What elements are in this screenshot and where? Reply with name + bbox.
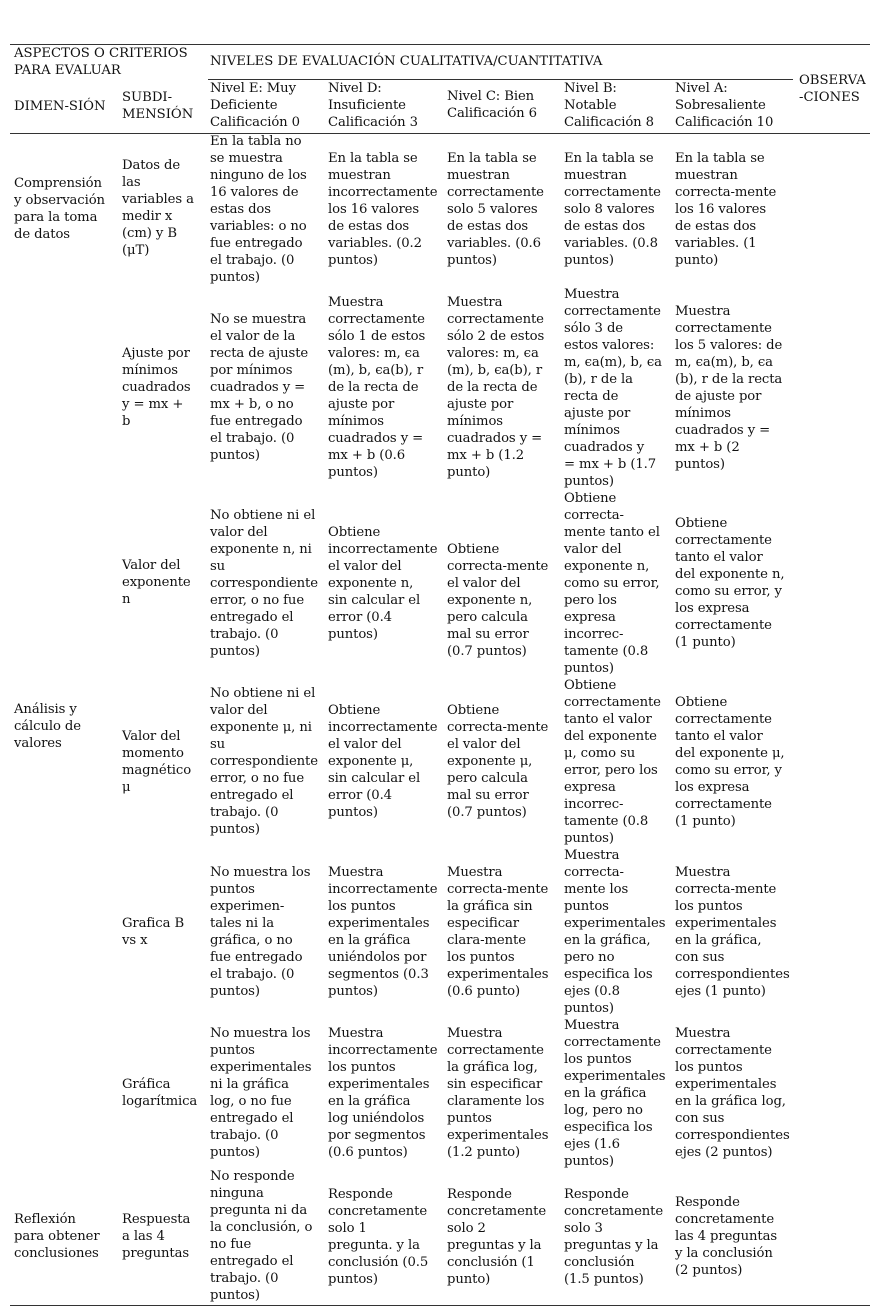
criteria-cell: Obtiene correcta-mente el valor del exponente μ, pero calcula mal su error (0.7 puntos) — [447, 703, 549, 820]
criteria-cell: Muestra correcta-mente la gráfica sin especificar clara-mente los puntos experimentales (0.6 punto) — [447, 865, 549, 999]
criteria-cell: Obtiene incorrectamente el valor del exponente μ, sin calcular el error (0.4 puntos) — [328, 703, 438, 820]
subdimension-respuesta: Respuesta a las 4 preguntas — [122, 1212, 191, 1261]
subdimension-ajuste: Ajuste por mínimos cuadrados y = mx + b — [122, 346, 191, 429]
criteria-cell: No responde ninguna pregunta ni da la conclusión, o no fue entregado el trabajo. (0 puntos) — [210, 1169, 313, 1303]
table-bottom-rule — [10, 1305, 870, 1306]
subdimension-exponente-n: Valor del exponente n — [122, 558, 191, 607]
subdimension-grafica-bx: Grafica B vs x — [122, 916, 185, 948]
criteria-cell: No obtiene ni el valor del exponente μ, ni su correspondiente error, o no fue entregado el trabajo. (0 puntos) — [210, 686, 318, 837]
level-header-b: Nivel B: Notable Calificación 8 — [564, 81, 654, 130]
criteria-cell: En la tabla se muestran incorrectamente los 16 valores de estas dos variables. (0.2 puntos) — [328, 151, 438, 268]
header-observaciones: OBSERVA -CIONES — [799, 73, 866, 105]
criteria-cell: Obtiene correcta- mente tanto el valor del exponente n, como su error, pero los expresa incorrec- tamente (0.8 puntos) — [564, 491, 660, 676]
header-aspectos: ASPECTOS O CRITERIOS PARA EVALUAR — [14, 46, 188, 78]
header-niveles: NIVELES DE EVALUACIÓN CUALITATIVA/CUANTITATIVA — [210, 54, 603, 69]
header-subdimension: SUBDI- MENSIÓN — [122, 90, 194, 122]
header-dimension: DIMEN-SIÓN — [14, 99, 106, 114]
criteria-cell: Muestra correctamente sólo 2 de estos valores: m, ϵa (m), b, ϵa(b), r de la recta de ajuste por mínimos cuadrados y = mx + b (1.2 punto) — [447, 295, 545, 480]
criteria-cell: Muestra correctamente sólo 3 de estos valores: m, ϵa(m), b, ϵa (b), r de la recta de ajuste por mínimos cuadrados y = mx + b (1.7 puntos) — [564, 287, 662, 489]
criteria-cell: Muestra correcta- mente los puntos experimentales en la gráfica, pero no especifica los ejes (0.8 puntos) — [564, 848, 666, 1016]
criteria-cell: Muestra correctamente sólo 1 de estos valores: m, ϵa (m), b, ϵa(b), r de la recta de ajuste por mínimos cuadrados y = mx + b (0.6 puntos) — [328, 295, 426, 480]
level-header-d: Nivel D: Insuficiente Calificación 3 — [328, 81, 418, 130]
subdimension-grafica-log: Gráfica logarítmica — [122, 1077, 198, 1109]
criteria-cell: Muestra incorrectamente los puntos experimentales en la gráfica log uniéndolos por segmentos (0.6 puntos) — [328, 1026, 438, 1160]
criteria-cell: Responde concretamente solo 1 pregunta. y la conclusión (0.5 puntos) — [328, 1187, 429, 1287]
criteria-cell: Muestra incorrectamente los puntos experimentales en la gráfica uniéndolos por segmentos (0.3 puntos) — [328, 865, 438, 999]
criteria-cell: Responde concretamente solo 3 preguntas y la conclusión (1.5 puntos) — [564, 1187, 664, 1287]
criteria-cell: Muestra correcta-mente los puntos experimentales en la gráfica, con sus correspondientes ejes (1 punto) — [675, 865, 790, 999]
criteria-cell: En la tabla se muestran correctamente solo 8 valores de estas dos variables. (0.8 puntos) — [564, 151, 661, 268]
level-header-e: Nivel E: Muy Deficiente Calificación 0 — [210, 81, 300, 130]
header-bottom-rule — [10, 133, 870, 134]
criteria-cell: Muestra correctamente la gráfica log, sin especificar claramente los puntos experimentales (1.2 punto) — [447, 1026, 549, 1160]
criteria-cell: No se muestra el valor de la recta de ajuste por mínimos cuadrados y = mx + b, o no fue entregado el trabajo. (0 puntos) — [210, 312, 309, 463]
criteria-cell: En la tabla se muestran correcta-mente los 16 valores de estas dos variables. (1 punto) — [675, 151, 777, 268]
dimension-comprension: Comprensión y observación para la toma de datos — [14, 176, 105, 242]
criteria-cell: Muestra correctamente los puntos experimentales en la gráfica log, pero no especifica los ejes (1.6 puntos) — [564, 1018, 666, 1169]
level-header-c: Nivel C: Bien Calificación 6 — [447, 89, 537, 121]
criteria-cell: No obtiene ni el valor del exponente n, ni su correspondiente error, o no fue entregado el trabajo. (0 puntos) — [210, 508, 318, 659]
criteria-cell: Muestra correctamente los 5 valores: de m, ϵa(m), b, ϵa (b), r de la recta de ajuste por mínimos cuadrados y = mx + b (2 puntos) — [675, 304, 783, 472]
criteria-cell: Obtiene correctamente tanto el valor del exponente μ, como su error, pero los expresa incorrec- tamente (0.8 puntos) — [564, 678, 661, 846]
level-header-a: Nivel A: Sobresaliente Calificación 10 — [675, 81, 774, 130]
criteria-cell: En la tabla se muestran correctamente solo 5 valores de estas dos variables. (0.6 puntos) — [447, 151, 544, 268]
criteria-cell: No muestra los puntos experimentales ni la gráfica log, o no fue entregado el trabajo. (0 puntos) — [210, 1026, 312, 1160]
criteria-cell: Obtiene correctamente tanto el valor del exponente μ, como su error, y los expresa correctamente (1 punto) — [675, 695, 785, 829]
criteria-cell: Muestra correctamente los puntos experimentales en la gráfica log, con sus correspondientes ejes (2 puntos) — [675, 1026, 790, 1160]
subdimension-momento: Valor del momento magnético μ — [122, 729, 192, 795]
criteria-cell: Obtiene correcta-mente el valor del exponente n, pero calcula mal su error (0.7 puntos) — [447, 542, 549, 659]
dimension-reflexion: Reflexión para obtener conclusiones — [14, 1212, 100, 1261]
criteria-cell: Obtiene correctamente tanto el valor del exponente n, como su error, y los expresa correctamente (1 punto) — [675, 516, 785, 650]
dimension-analisis: Análisis y cálculo de valores — [14, 702, 81, 751]
criteria-cell: En la tabla no se muestra ninguno de los 16 valores de estas dos variables: o no fue entregado el trabajo. (0 puntos) — [210, 134, 307, 285]
criteria-cell: No muestra los puntos experimen- tales ni la gráfica, o no fue entregado el trabajo. (0 puntos) — [210, 865, 311, 999]
subdimension-datos: Datos de las variables a medir x (cm) y B (μT) — [122, 158, 194, 258]
criteria-cell: Responde concretamente las 4 preguntas y la conclusión (2 puntos) — [675, 1195, 778, 1278]
criteria-cell: Responde concretamente solo 2 preguntas y la conclusión (1 punto) — [447, 1187, 547, 1287]
criteria-cell: Obtiene incorrectamente el valor del exponente n, sin calcular el error (0.4 puntos) — [328, 525, 438, 642]
